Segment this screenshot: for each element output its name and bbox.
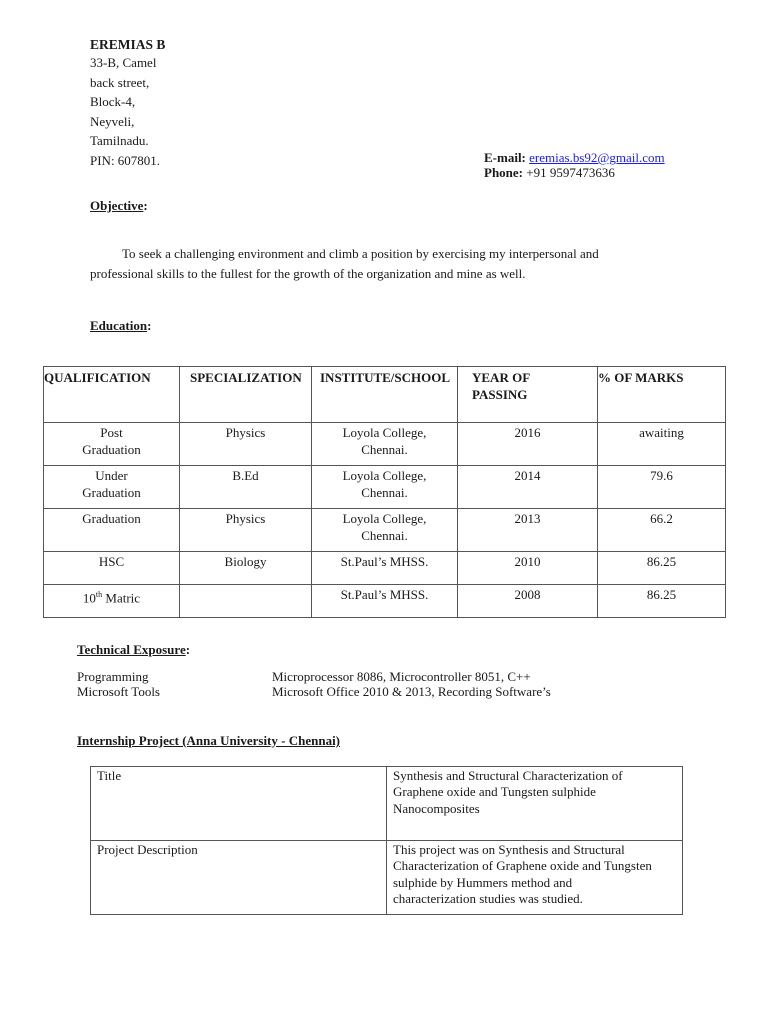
internship-heading: Internship Project (Anna University - Chennai)	[77, 733, 341, 748]
technical-colon: :	[185, 642, 191, 657]
cell-year: 2013	[458, 509, 598, 552]
header-institute: INSTITUTE/SCHOOL	[312, 367, 458, 423]
technical-values	[272, 670, 551, 699]
cell-marks: 86.25	[598, 552, 726, 585]
cell-specialization: Physics	[180, 509, 312, 552]
qualification-ordinal: th	[95, 590, 103, 599]
education-heading-text: Education	[90, 318, 148, 333]
table-row	[91, 841, 683, 915]
table-header-row	[44, 367, 726, 423]
address-line: PIN: 607801.	[90, 152, 161, 168]
cell-value	[387, 767, 683, 841]
cell-institute	[312, 423, 458, 466]
header-year-line-2: PASSING	[472, 386, 528, 402]
institute-line-2: Chennai.	[361, 484, 408, 500]
table-row	[44, 509, 726, 552]
cell-institute	[312, 466, 458, 509]
institute-line-1: Loyola College,	[342, 468, 427, 483]
cell-specialization: Physics	[180, 423, 312, 466]
internship-table	[90, 766, 683, 915]
cell-marks: 66.2	[598, 509, 726, 552]
qualification-number: 10	[82, 590, 96, 606]
education-heading	[90, 318, 151, 334]
table-row	[44, 585, 726, 618]
institute-line-2: Chennai.	[361, 441, 408, 457]
institute-line-1: Loyola College,	[342, 511, 427, 526]
phone-number: +91 9597473636	[526, 165, 615, 180]
table-row	[44, 423, 726, 466]
cell-qualification	[44, 466, 180, 509]
objective-heading	[90, 198, 148, 214]
qualification-rest: Matric	[102, 590, 141, 606]
address-line: 33-B, Camel	[90, 55, 157, 70]
header-specialization: SPECIALIZATION	[180, 367, 312, 423]
technical-value: Microprocessor 8086, Microcontroller 8051, C++	[272, 669, 531, 684]
cell-qualification	[44, 509, 180, 552]
email-label: E-mail:	[484, 150, 526, 165]
qualification-line-1: Graduation	[82, 511, 141, 526]
header-qualification: QUALIFICATION	[44, 367, 180, 423]
candidate-name: EREMIAS B	[90, 37, 166, 52]
cell-year: 2016	[458, 423, 598, 466]
objective-line-2: professional skills to the fullest for the growth of the organization and mine as well.	[90, 266, 526, 281]
objective-line-1: To seek a challenging environment and climb a position by exercising my interpersonal and	[122, 246, 599, 261]
qualification-line-2: Graduation	[82, 484, 141, 500]
qualification-line-1: Post	[100, 425, 123, 440]
email-line	[484, 150, 665, 165]
cell-label: Project Description	[91, 841, 387, 915]
contact-block	[484, 150, 665, 180]
cell-marks: awaiting	[598, 423, 726, 466]
cell-marks: 79.6	[598, 466, 726, 509]
value-line: Graphene oxide and Tungsten sulphide	[393, 784, 596, 800]
cell-label: Title	[91, 767, 387, 841]
value-line: Nanocomposites	[393, 800, 480, 816]
cell-year: 2008	[458, 585, 598, 618]
address-line: Neyveli,	[90, 113, 135, 129]
cell-value	[387, 841, 683, 915]
qualification-line-1: Under	[95, 468, 128, 483]
technical-heading	[77, 642, 190, 658]
cell-qualification	[44, 423, 180, 466]
header-year	[458, 367, 598, 423]
address-block	[90, 53, 160, 170]
address-line: back street,	[90, 74, 150, 90]
phone-label: Phone:	[484, 165, 523, 180]
cell-specialization: B.Ed	[180, 466, 312, 509]
cell-marks: 86.25	[598, 585, 726, 618]
qualification-line-2: Graduation	[82, 441, 141, 457]
phone-line	[484, 165, 665, 180]
technical-heading-text: Technical Exposure	[77, 642, 186, 657]
objective-colon: :	[143, 198, 148, 213]
value-line: characterization studies was studied.	[393, 890, 583, 906]
cell-institute	[312, 509, 458, 552]
cell-specialization	[180, 585, 312, 618]
education-table	[43, 366, 726, 618]
value-line: sulphide by Hummers method and	[393, 874, 573, 890]
table-row	[91, 767, 683, 841]
cell-year: 2010	[458, 552, 598, 585]
technical-label: Programming	[77, 669, 149, 684]
table-row	[44, 552, 726, 585]
cell-year: 2014	[458, 466, 598, 509]
cell-qualification: HSC	[44, 552, 180, 585]
header-marks: % OF MARKS	[598, 367, 726, 423]
email-link[interactable]: eremias.bs92@gmail.com	[529, 150, 665, 165]
address-line: Tamilnadu.	[90, 133, 149, 148]
cell-institute: St.Paul’s MHSS.	[312, 552, 458, 585]
institute-line-2: Chennai.	[361, 527, 408, 543]
value-line: Synthesis and Structural Characterization of	[393, 768, 623, 783]
header-year-line-1: YEAR OF	[472, 370, 531, 385]
technical-labels	[77, 670, 160, 699]
value-line: Characterization of Graphene oxide and Tungsten	[393, 858, 652, 874]
address-line: Block-4,	[90, 94, 136, 109]
objective-heading-text: Objective	[90, 198, 144, 213]
cell-qualification	[44, 585, 180, 618]
technical-label: Microsoft Tools	[77, 683, 160, 699]
technical-value: Microsoft Office 2010 & 2013, Recording Software’s	[272, 683, 551, 699]
institute-line-1: Loyola College,	[342, 425, 427, 440]
table-row	[44, 466, 726, 509]
cell-specialization: Biology	[180, 552, 312, 585]
value-line: This project was on Synthesis and Structural	[393, 842, 625, 857]
education-colon: :	[147, 318, 152, 333]
cell-institute: St.Paul’s MHSS.	[312, 585, 458, 618]
